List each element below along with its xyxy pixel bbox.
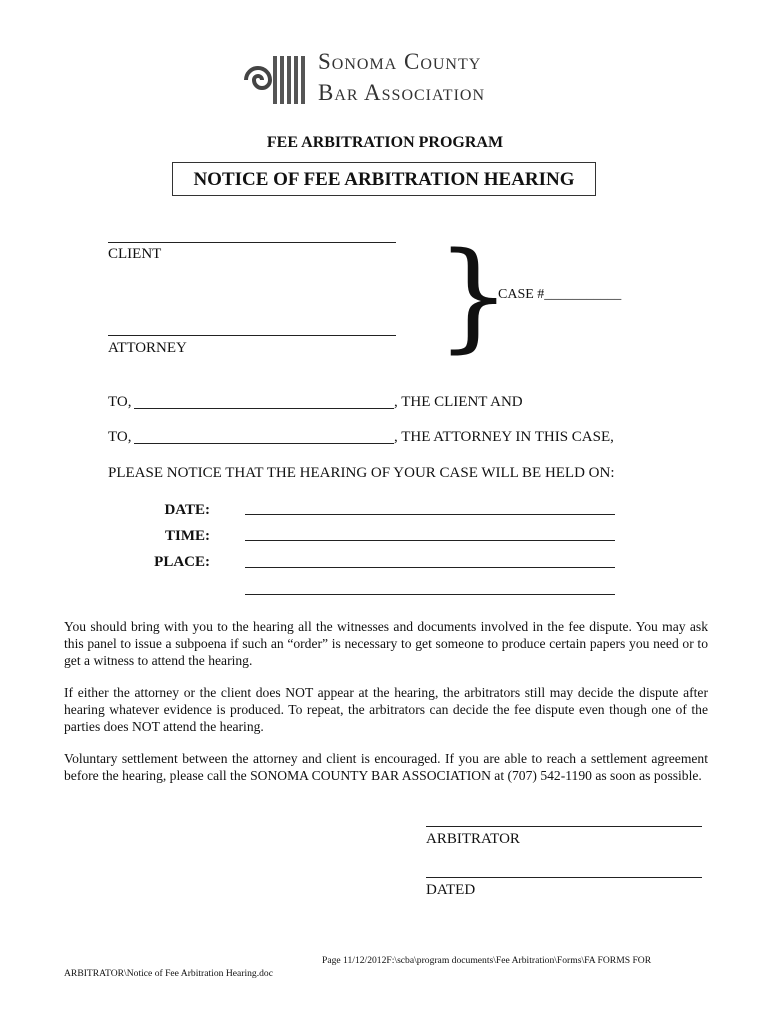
dated-line [426, 877, 702, 878]
attorney-name-line [134, 443, 394, 444]
notice-title: NOTICE OF FEE ARBITRATION HEARING [172, 162, 596, 196]
witness-paragraph: You should bring with you to the hearing all the witnesses and documents involved in the fee dispute. You may ask this panel to issue a subpoena if such an “order” is necessary to get someone to produce certain papers you need or to get a witness to attend the hearing. [64, 619, 708, 668]
to-client-prefix: TO, [108, 394, 132, 410]
settlement-paragraph: Voluntary settlement between the attorney and client is encouraged. If you are able to reach a settlement agreement before the hearing, please call the SONOMA COUNTY BAR ASSOCIATION at (707) 542-1190 as soon as possible. [64, 751, 708, 783]
dated-label: DATED [426, 882, 476, 898]
logo-name-line1: Sonoma County [318, 49, 482, 74]
attorney-line [108, 335, 396, 336]
to-client-suffix: , THE CLIENT AND [394, 394, 523, 410]
brace-symbol: } [436, 226, 512, 364]
to-attorney-prefix: TO, [108, 429, 132, 445]
please-notice-text: PLEASE NOTICE THAT THE HEARING OF YOUR CASE WILL BE HELD ON: [108, 465, 615, 481]
program-title: FEE ARBITRATION PROGRAM [266, 134, 504, 151]
time-line [245, 540, 615, 541]
bar-association-logo [240, 50, 310, 106]
time-label: TIME: [165, 528, 210, 544]
attorney-label: ATTORNEY [108, 340, 187, 356]
client-label: CLIENT [108, 246, 162, 262]
client-name-line [134, 408, 394, 409]
place-line-2 [245, 594, 615, 595]
footer-path-line2: ARBITRATOR\Notice of Fee Arbitration Hearing.doc [64, 968, 273, 979]
date-label: DATE: [164, 502, 210, 518]
place-line-1 [245, 567, 615, 568]
arbitrator-label: ARBITRATOR [426, 831, 520, 847]
logo-name-line2: Bar Association [318, 80, 486, 105]
date-line [245, 514, 615, 515]
to-attorney-suffix: , THE ATTORNEY IN THIS CASE, [394, 429, 614, 445]
footer-path-line1: Page 11/12/2012F:\scba\program documents\Fee Arbitration\Forms\FA FORMS FOR [322, 955, 652, 966]
case-number-field: CASE #___________ [498, 287, 622, 302]
client-line [108, 242, 396, 243]
place-label: PLACE: [154, 554, 210, 570]
arbitrator-signature-line [426, 826, 702, 827]
non-appearance-paragraph: If either the attorney or the client does NOT appear at the hearing, the arbitrators still may decide the dispute after hearing whatever evidence is produced. To repeat, the arbitrators can decide the fee dispute even though one of the parties does NOT attend the hearing. [64, 685, 708, 734]
